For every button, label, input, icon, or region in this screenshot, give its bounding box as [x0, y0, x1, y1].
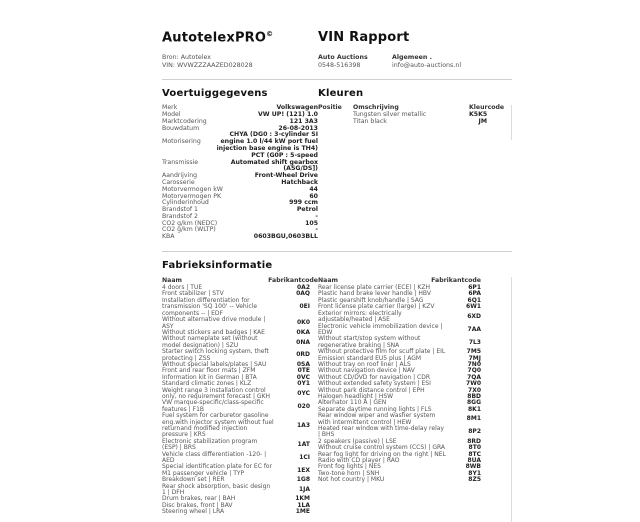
colors-header-kleurcode: Kleurcode: [469, 104, 505, 112]
vehicle-row-value: Petrol: [296, 206, 318, 214]
color-row: [318, 119, 511, 126]
color-positie: [318, 119, 353, 126]
vehicle-row-label: Bouwdatum: [162, 124, 200, 132]
factory-section: [162, 260, 512, 522]
factory-row: [162, 317, 318, 330]
factory-option-name: Plastic gearshift knob/handle | SAG: [318, 296, 424, 304]
factory-option-name: Without nameplate set (without model designation) | SZU: [162, 335, 258, 349]
factory-option-name: Without tray on roof liner | ALS: [318, 360, 411, 368]
factory-option-name: Fuel system for carburetor gasoline eng.with injector system without fuel returnand modified injection pressure | KRS: [162, 412, 274, 439]
factory-option-code: 7QA: [467, 373, 481, 381]
vehicle-row-label: Motorisering: [162, 138, 201, 146]
colors-rows: [318, 112, 511, 126]
factory-option-name: Weight range 3 installation control only, no requirement forecast | GKH: [162, 386, 271, 400]
factory-option-code: 8K1: [468, 405, 481, 413]
factory-right-code-header: Fabrikantcode: [431, 277, 481, 285]
factory-option-name: Breakdown set | RER: [162, 476, 225, 484]
color-omschrijving: Tungsten silver metallic: [353, 110, 427, 118]
factory-option-name: Not hot country | MKU: [318, 476, 385, 484]
factory-option-code: 7MJ: [468, 354, 481, 362]
factory-row: [162, 298, 318, 317]
factory-option-name: Without CD/DVD for navigation | CDR: [318, 373, 430, 381]
factory-option-name: Rear shock absorption, basic design 1 | DFH: [162, 482, 271, 497]
factory-option-code: 6XD: [467, 312, 481, 320]
company-name: Auto Auctions: [318, 54, 368, 62]
factory-option-code: 0A2: [297, 284, 310, 292]
source-block: [162, 54, 318, 69]
vehicle-row-value: 26-08-2013: [278, 124, 318, 132]
factory-option-name: Starter switch locking system, theft protecting | ZSS: [162, 348, 269, 362]
vehicle-row-label: CO2 g/km (NEDC): [162, 219, 218, 227]
factory-option-code: 8UA: [467, 457, 481, 465]
colors-table: [318, 105, 512, 139]
factory-option-name: 4 doors | TUE: [162, 284, 203, 292]
vehicle-row-label: Merk: [162, 104, 178, 112]
factory-right-rows: [318, 285, 481, 484]
factory-row: [318, 477, 481, 483]
vehicle-row-label: Brandstof 2: [162, 212, 198, 220]
factory-option-code: 0K0: [297, 319, 310, 327]
factory-option-code: 8T0: [468, 444, 481, 452]
factory-option-code: 7L3: [468, 338, 481, 346]
factory-option-code: 1EX: [297, 466, 310, 474]
factory-option-name: Rear window wiper and washer system with intermittent control | HEW: [318, 412, 436, 426]
factory-option-name: Plastic hand brake lever handle | HBV: [318, 290, 431, 298]
source-label: Bron: Autotelex: [162, 54, 211, 62]
factory-option-code: 8P2: [468, 428, 481, 436]
factory-option-name: Without stickers and badges | KAE: [162, 328, 265, 336]
factory-right-header: [318, 277, 481, 284]
factory-option-code: 6Q1: [467, 296, 481, 304]
factory-option-code: 1KM: [295, 495, 310, 503]
factory-option-code: 1G8: [296, 476, 310, 484]
factory-option-code: 0YC: [297, 389, 310, 397]
factory-option-code: 1A3: [297, 421, 310, 429]
header-right: [318, 30, 512, 69]
factory-option-name: Special identification plate for EC for M1 passenger vehicle | TYP: [162, 463, 273, 477]
factory-option-code: 1LA: [297, 501, 310, 509]
contact-email: info@auto-auctions.nl: [392, 61, 462, 69]
vehicle-row-label: KBA: [162, 233, 175, 241]
report-title: VIN Rapport: [318, 30, 410, 45]
factory-left-rows: [162, 285, 318, 516]
vehicle-row-label: CO2 g/km (WLTP): [162, 226, 216, 234]
vehicle-row-value: Hatchback: [281, 178, 318, 186]
vehicle-row-value: 0603BGU,0603BLL: [253, 233, 318, 241]
vehicle-row: [162, 132, 318, 152]
contact-label: Algemeen .: [392, 54, 432, 62]
vehicle-row-label: Model: [162, 110, 181, 118]
factory-row: [318, 426, 481, 439]
company-block: [318, 54, 392, 69]
color-kleurcode: K5K5: [469, 110, 488, 118]
vehicle-table: [162, 105, 318, 241]
factory-option-name: Electronic stabilization program (ESP) | BRS: [162, 437, 258, 452]
colors-section: [318, 88, 512, 241]
vehicle-row-value: VW UP! (121) 1.0: [258, 110, 318, 118]
factory-option-code: 0EI: [299, 303, 310, 311]
copyright-mark: ©: [266, 30, 274, 38]
vehicle-row-value: Front-Wheel Drive: [254, 172, 318, 180]
factory-option-name: Heated rear window with time-delay relay | BHS: [318, 425, 444, 439]
factory-option-code: 7Q0: [467, 367, 481, 375]
factory-option-code: 8GG: [466, 399, 481, 407]
factory-table-left: [162, 277, 318, 516]
vehicle-row-value: 121 3A3: [289, 117, 318, 125]
factory-option-name: Without extended safety system | ESI: [318, 380, 431, 388]
factory-option-name: Halogen headlight | HSW: [318, 392, 394, 400]
factory-option-name: Without special labels/plates | SAU: [162, 360, 267, 368]
factory-table-right: [318, 277, 511, 516]
vin-label: VIN: WVWZZZAAZED028028: [162, 61, 253, 69]
vehicle-row-value: 60: [309, 192, 318, 200]
report-content: [162, 30, 512, 522]
factory-option-name: Radio with CD player | RAO: [318, 457, 400, 465]
factory-row: [162, 439, 318, 452]
factory-option-code: 8TC: [468, 450, 481, 458]
factory-option-code: 6PA: [468, 290, 481, 298]
vehicle-row-label: Motorvermogen kW: [162, 185, 223, 193]
factory-option-name: Rear license plate carrier (ECE) | KZH: [318, 284, 430, 292]
factory-option-code: 8RD: [467, 437, 481, 445]
factory-option-code: 0SA: [296, 360, 310, 368]
factory-option-code: 7N0: [467, 360, 481, 368]
factory-row: [162, 413, 318, 439]
factory-option-name: Without start/stop system without regenerative braking | SNA: [318, 335, 421, 349]
factory-option-name: Electronic vehicle immobilization device | EDW: [318, 322, 443, 336]
app-title-text: AutotelexPRO: [162, 30, 267, 46]
vehicle-row-label: Marktcodering: [162, 117, 207, 125]
factory-option-code: 1ME: [295, 508, 310, 516]
factory-option-code: 8M1: [466, 415, 481, 423]
factory-option-name: Emission standard EU5 plus | AGM: [318, 354, 422, 362]
vehicle-row-value: 999 ccm: [289, 199, 318, 207]
factory-option-name: Exterior mirrors: electrically adjustable/heated | ASE: [318, 309, 402, 324]
vehicle-row-label: Cylinderinhoud: [162, 199, 209, 207]
vehicle-row-label: Carosserie: [162, 178, 195, 186]
colors-section-title: Kleuren: [318, 88, 364, 100]
factory-option-name: Alternator 110 A | GEN: [318, 399, 387, 407]
vehicle-and-colors-section: [162, 88, 512, 241]
factory-option-name: Front and rear floor mats | ZFM: [162, 367, 256, 375]
factory-option-name: Rear fog light for driving on the right | NEL: [318, 450, 446, 458]
factory-option-name: VW marque-specific/class-specific features | F1B: [162, 399, 264, 413]
factory-option-name: Installation differentiation for transmission 'SQ 100' -- Vehicle components -- | EDF: [162, 296, 258, 317]
factory-option-code: 0RD: [296, 351, 310, 359]
factory-option-name: Without park distance control | EPH: [318, 386, 425, 394]
vehicle-row-label: Transmissie: [162, 158, 199, 166]
header-divider: [162, 79, 512, 80]
vehicle-row-label: Brandstof 1: [162, 206, 198, 214]
factory-option-name: Front license plate carrier (large) | KZV: [318, 303, 435, 311]
colors-header-positie: Positie: [318, 104, 342, 112]
vehicle-section: [162, 88, 318, 241]
company-phone: 0548-516398: [318, 61, 361, 69]
vehicle-row-value: -: [315, 212, 318, 220]
vehicle-row-value: CHYA (DG0 : 3-cylinder SI engine 1.0 l/44 kW port fuel injection base engine is TH4): [216, 131, 318, 152]
header-left: [162, 30, 318, 69]
vehicle-row: [162, 234, 318, 241]
factory-option-code: 0Y1: [297, 380, 310, 388]
factory-option-name: Vehicle class differentiation -120- | AED: [162, 450, 267, 465]
vehicle-row-label: Aandrijving: [162, 172, 198, 180]
factory-option-code: 0NA: [296, 338, 310, 346]
factory-option-name: Without alternative drive module | ASY: [162, 316, 266, 330]
factory-option-name: Two-tone horn | SNH: [318, 469, 380, 477]
factory-option-code: 0VC: [296, 373, 310, 381]
factory-row: [162, 509, 318, 515]
factory-option-code: 8WB: [465, 463, 481, 471]
factory-option-name: 2 speakers (passive) | LSE: [318, 437, 397, 445]
factory-option-code: 0KA: [296, 328, 310, 336]
factory-option-name: Information kit in German | BTA: [162, 373, 257, 381]
vehicle-row-value: Volkswagen: [276, 104, 318, 112]
factory-option-code: 7M5: [466, 348, 481, 356]
factory-option-name: Disc brakes, front | BAV: [162, 501, 233, 509]
factory-right-name-header: Naam: [318, 277, 338, 285]
factory-option-code: 0TE: [297, 367, 310, 375]
factory-option-code: 020: [297, 402, 310, 410]
factory-option-code: 1AT: [297, 441, 310, 449]
factory-option-code: 8Z5: [468, 476, 481, 484]
factory-tables: [162, 277, 512, 522]
vehicle-row-value: 44: [309, 185, 318, 193]
factory-option-name: Without navigation device | NAV: [318, 367, 415, 375]
factory-left-code-header: Fabrikantcode: [268, 277, 318, 285]
color-omschrijving: Titan black: [353, 117, 387, 125]
factory-option-name: Separate daytime running lights | FLS: [318, 405, 432, 413]
factory-option-code: 7AA: [467, 325, 481, 333]
factory-option-name: Front fog lights | NES: [318, 463, 381, 471]
factory-option-name: Steering wheel | LRA: [162, 508, 225, 516]
factory-option-code: 7W0: [466, 380, 481, 388]
color-kleurcode: JM: [478, 117, 487, 125]
vehicle-row-label: Motorvermogen PK: [162, 192, 222, 200]
app-title: [162, 30, 318, 45]
factory-option-code: 0AQ: [296, 290, 310, 298]
factory-option-code: 6P1: [468, 284, 481, 292]
section-divider: [162, 251, 512, 252]
color-positie: [318, 112, 353, 119]
vehicle-row-value: 105: [305, 219, 318, 227]
factory-option-code: 1JA: [298, 485, 310, 493]
report-header: [162, 30, 512, 69]
vehicle-row: [162, 153, 318, 173]
factory-option-name: Without cruise control system (CCS) | GRA: [318, 444, 446, 452]
factory-left-name-header: Naam: [162, 277, 182, 285]
factory-row: [318, 311, 481, 324]
vehicle-row-value: PCT (G0P : 5-speed Automated shift gearbox (ASG/DS]): [230, 151, 318, 173]
factory-option-name: Standard climatic zones | KLZ: [162, 380, 252, 388]
factory-option-name: Front stabilizer | STV: [162, 290, 224, 298]
factory-option-code: 1CI: [299, 453, 310, 461]
factory-option-name: Drum brakes, rear | BAH: [162, 495, 236, 503]
factory-section-title: Fabrieksinformatie: [162, 260, 273, 272]
vehicle-section-title: Voertuiggegevens: [162, 88, 268, 100]
factory-option-code: 7X0: [468, 386, 481, 394]
colors-header-omschrijving: Omschrijving: [353, 104, 399, 112]
factory-left-header: [162, 277, 318, 284]
vehicle-row-value: -: [315, 226, 318, 234]
factory-option-code: 6W1: [466, 303, 481, 311]
factory-option-name: Without protective film for scuff plate | EIL: [318, 348, 446, 356]
contact-block: [392, 54, 466, 69]
factory-option-code: 8Y1: [468, 469, 481, 477]
factory-option-code: 8BD: [467, 392, 481, 400]
